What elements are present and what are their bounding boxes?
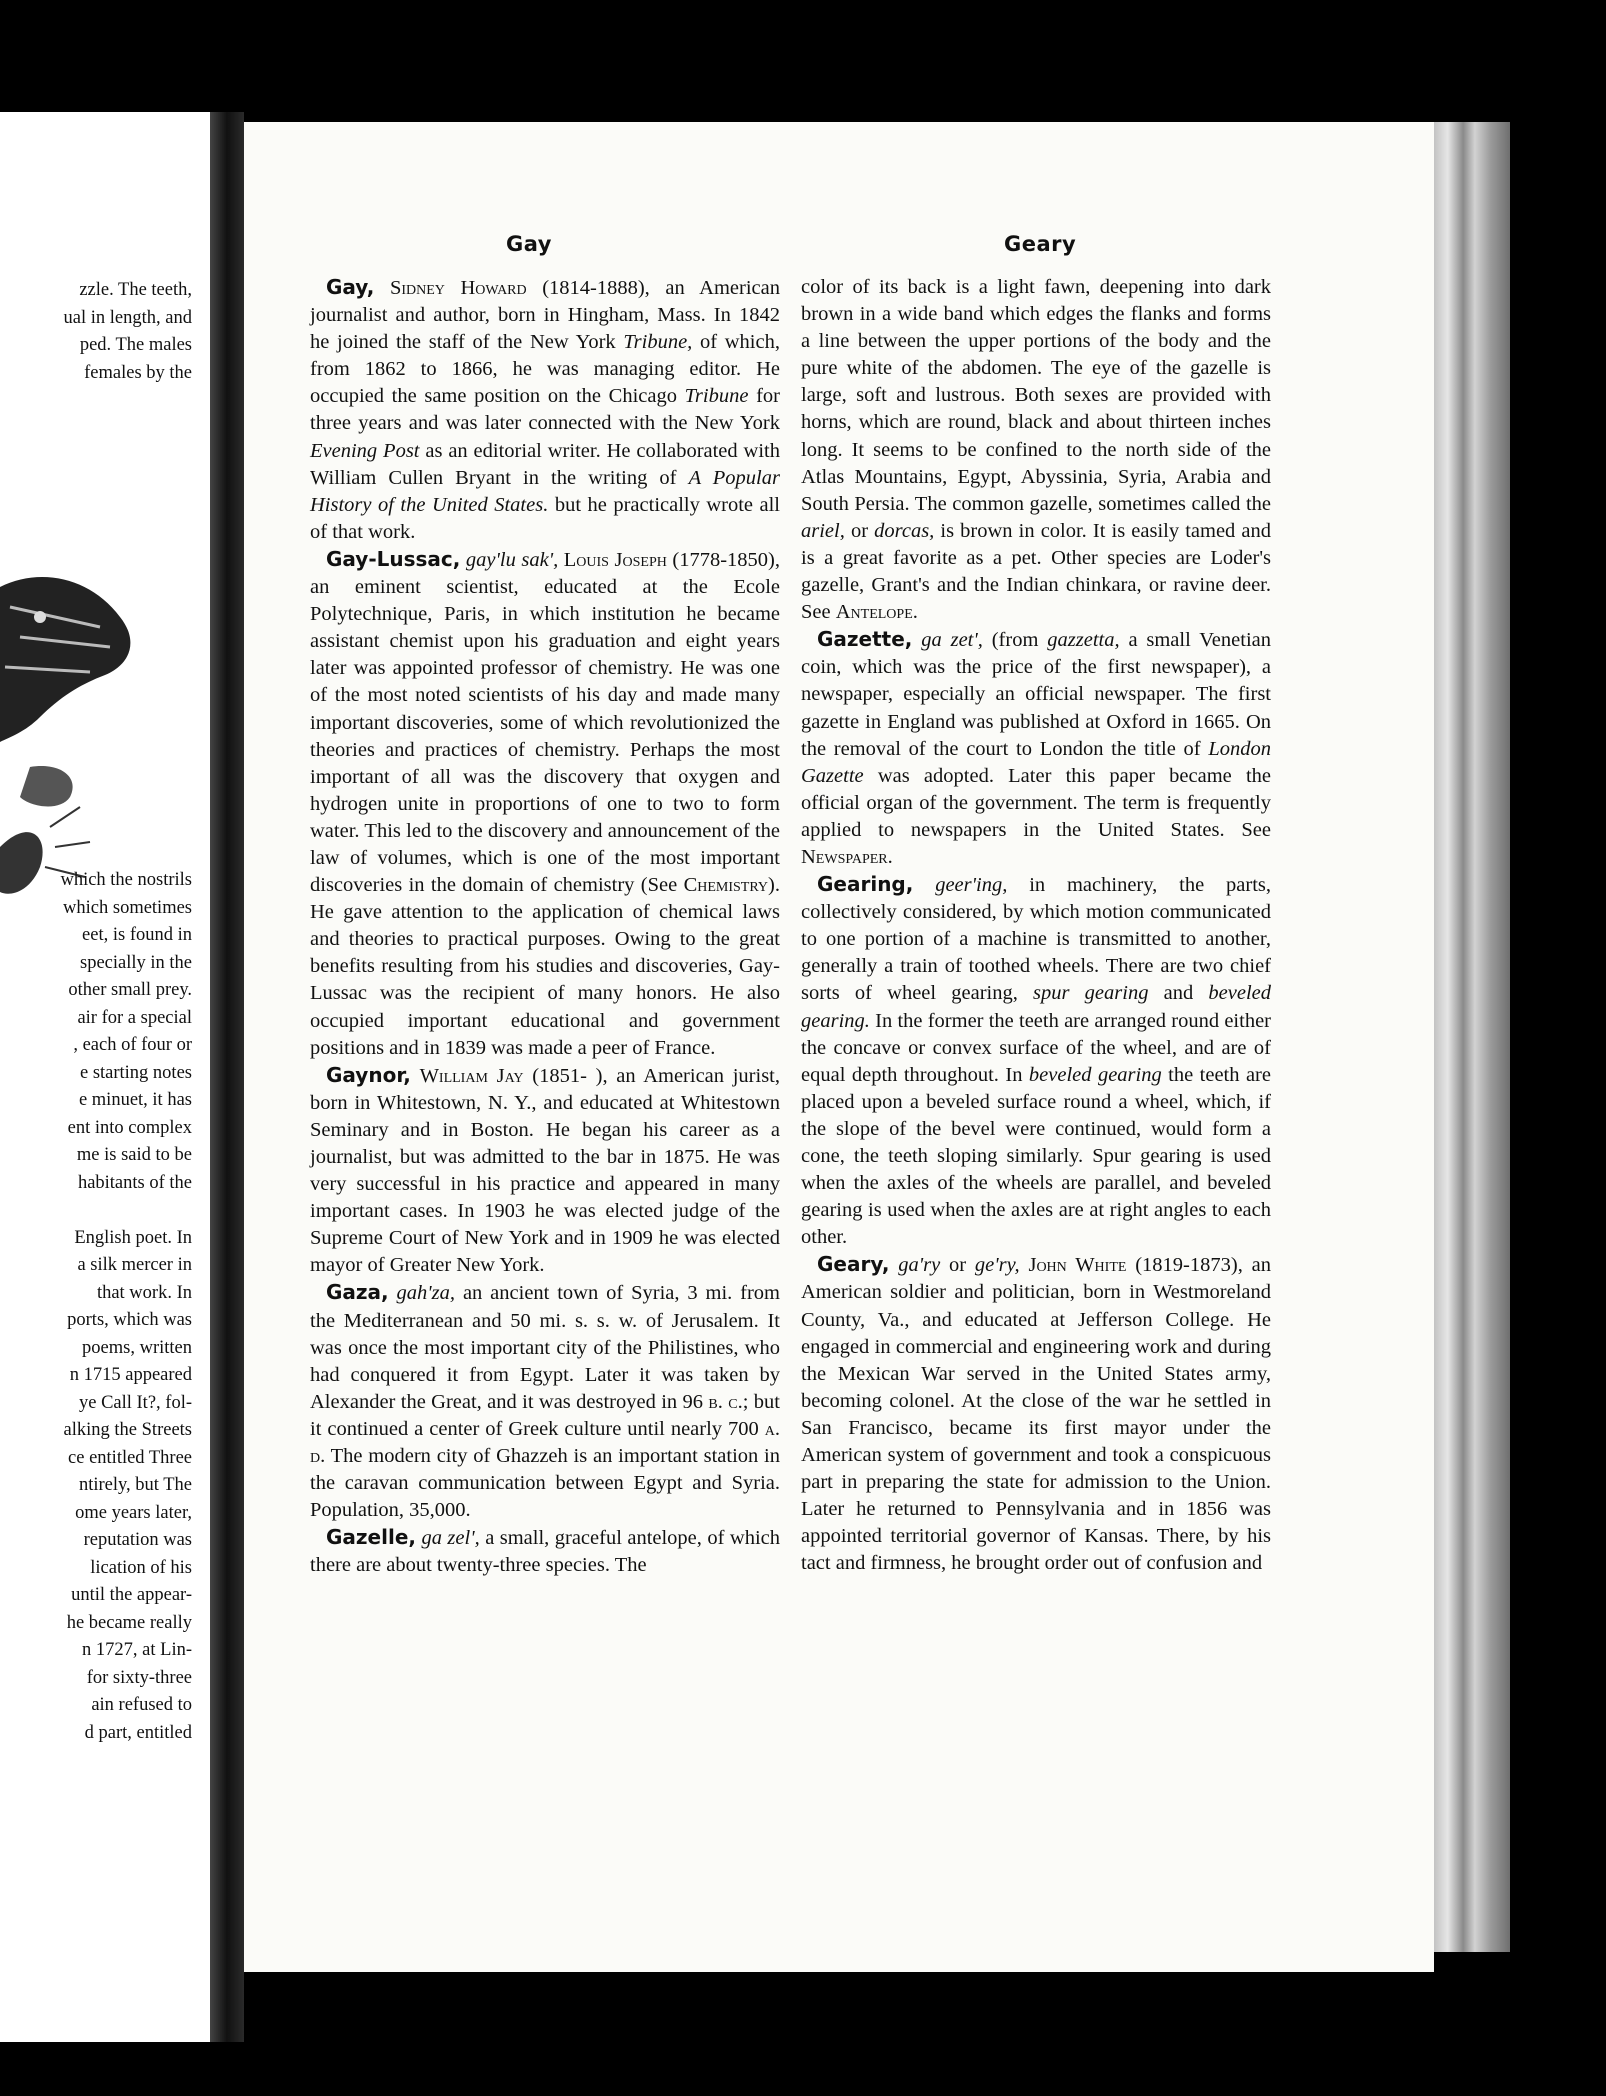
entry-text: (from — [991, 629, 1048, 652]
entry-gay-lussac — [310, 546, 780, 1062]
headword: Gearing, — [817, 872, 914, 897]
cross-reference: Newspaper — [801, 845, 888, 868]
left-page-line: ntirely, but The — [78, 1475, 192, 1495]
left-page-line: lication of his — [90, 1557, 192, 1578]
headword: Gazelle, — [326, 1525, 416, 1550]
left-page-line: alking the Streets — [63, 1420, 192, 1440]
page-edges — [1432, 122, 1510, 1952]
left-page-line: n 1715 appeared — [69, 1365, 192, 1385]
left-page-line: zzle. The teeth, — [79, 280, 192, 300]
left-page-line: habitants of the — [77, 1172, 192, 1193]
left-page-line: other small prey. — [68, 980, 192, 1000]
italic-title: London Gazette — [801, 737, 1271, 787]
headword: Gay-Lussac, — [326, 546, 461, 571]
left-page-line: a silk mercer in — [77, 1255, 192, 1275]
left-page-line: ped. The males — [79, 335, 192, 355]
headword: Gaza, — [326, 1280, 389, 1305]
entry-text: a small, graceful antelope, of which there are about twenty-three species. The — [310, 1527, 781, 1577]
left-page-line: for sixty-three — [86, 1667, 192, 1688]
headword: Gaynor, — [326, 1062, 411, 1087]
entry-gearing — [801, 871, 1271, 1251]
left-page-line: air for a special — [77, 1007, 192, 1028]
entry-text: . — [887, 845, 893, 868]
italic-term: ariel, — [801, 519, 845, 542]
entry-gaynor — [310, 1062, 780, 1280]
entry-gay — [310, 274, 780, 546]
pronunciation: ge'ry, — [974, 1254, 1020, 1277]
entry-text: the teeth are placed upon a beveled surface round a wheel, which, if the slope of the bevel were continued, would form a cone, the teeth sloping similarly. Spur gearing is used when the axles of the wheels are parallel, and beveled gearing is used when the axles are at right angles to each other. — [801, 1063, 1271, 1249]
left-page-line: ual in length, and — [63, 307, 192, 328]
entry-text: or — [844, 519, 875, 542]
pronunciation: gay'lu sak', — [465, 548, 559, 571]
italic-title: Tribune — [684, 385, 749, 408]
pronunciation: ga zel', — [421, 1527, 480, 1550]
left-page-line: until the appear- — [71, 1585, 192, 1605]
entry-text: and — [1148, 982, 1209, 1005]
book-gutter — [210, 112, 244, 2042]
left-page-line: ye Call It?, fol- — [78, 1392, 192, 1413]
person-name: John White — [1028, 1254, 1127, 1277]
entry-text: (1814-1888), an American journalist and author, born in Hingham, Mass. In 1842 he joined the staff of the New York — [310, 277, 780, 354]
left-page-line: ce entitled Three — [68, 1447, 192, 1468]
left-facing-page — [0, 112, 213, 2042]
entry-text: is brown in color. It is easily tamed and is a great favorite as a pet. Other species are Loder's gazelle, Grant's and the Indian chinkara, or ravine deer. See — [801, 519, 1271, 624]
headword: Gazette, — [817, 627, 913, 652]
left-page-line: ent into complex — [67, 1117, 192, 1138]
entry-text: ). He gave attention to the application of chemical laws and theories to practical purposes. Owing to the great benefits resulting from his studies and discoveries, Gay-Lussac was the recipient of many honors. He also occupied important educational and government positions and in 1839 was made a peer of France. — [310, 874, 780, 1059]
pronunciation: gah'za, — [396, 1282, 456, 1305]
left-column — [310, 274, 780, 1580]
entry-text: (1851- ), an American jurist, born in Whitestown, N. Y., and educated at Whitestown Seminary and in Boston. He began his career as a journalist, but was admitted to the bar in 1875. He was very successful in his practice and appeared in many important cases. In 1903 he was elected judge of the Supreme Court of New York and in 1909 he was elected mayor of Greater New York. — [310, 1064, 781, 1277]
left-page-line: he became really — [66, 1612, 192, 1633]
italic-term: gazzetta, — [1047, 629, 1120, 652]
entry-text: an ancient town of Syria, 3 mi. from the Mediterranean and 50 mi. s. s. w. of Jerusalem. It was once the most important city of the Philistines, who had conquered it from Egypt. Later it was taken by Alexander the Great, and it was destroyed in 96 — [310, 1282, 780, 1413]
entry-text: in machinery, the parts, collectively considered, by which motion communicated to one portion of a machine is transmitted to another, generally a train of toothed wheels. There are two chief sorts of wheel gearing, — [801, 874, 1271, 1005]
left-page-line: eet, is found in — [82, 925, 192, 945]
entry-text: of which, from 1862 to 1866, he was managing editor. He occupied the same position on the Chicago — [310, 331, 780, 408]
left-page-line: English poet. In — [74, 1227, 192, 1248]
entry-text: . — [912, 601, 918, 624]
right-column — [801, 274, 1271, 1578]
entry-text: a small Venetian coin, which was the price of the first newspaper), a newspaper, especially an official newspaper. The first gazette in England was published at Oxford in 1665. On the removal of the court to London the title of — [801, 629, 1271, 760]
entry-geary — [801, 1251, 1271, 1577]
running-head-left: Gay — [506, 232, 552, 256]
left-page-line: ain refused to — [91, 1695, 192, 1715]
entry-gazelle — [310, 1524, 780, 1579]
italic-term: dorcas, — [874, 519, 935, 542]
headword: Gay, — [326, 275, 375, 299]
entry-text: for three years and was later connected with the New York — [310, 385, 780, 435]
left-page-line: females by the — [84, 362, 192, 383]
entry-text: or — [940, 1254, 975, 1277]
entry-text: color of its back is a light fawn, deepening into dark brown in a wide band which edges the flanks and forms a line between the upper portions of the body and the pure white of the abdomen. The eye of the gazelle is large, soft and lustrous. Both sexes are provided with horns, which are round, black and about thirteen inches long. It seems to be confined to the north side of the Atlas Mountains, Egypt, Abyssinia, Syria, Arabia and South Persia. The common gazelle, sometimes called the — [801, 276, 1271, 515]
main-page — [244, 122, 1434, 1972]
left-page-line: me is said to be — [76, 1145, 192, 1165]
left-page-line: reputation was — [83, 1530, 192, 1550]
era-abbreviation: a. d. — [310, 1417, 780, 1468]
entry-text: as an editorial writer. He collaborated with William Cullen Bryant in the writing of — [310, 439, 780, 489]
entry-text: The modern city of Ghazzeh is an important station in the caravan communication between Egypt and Syria. Population, 35,000. — [310, 1445, 780, 1522]
left-page-line: specially in the — [80, 952, 192, 973]
left-page-line — [0, 1197, 192, 1225]
cross-reference: Antelope — [835, 601, 913, 624]
left-page-line: , each of four or — [73, 1035, 192, 1055]
left-page-top-text — [0, 277, 192, 387]
italic-title: Tribune, — [623, 331, 693, 354]
entry-text: (1778-1850), an eminent scientist, educated at the Ecole Polytechnique, Paris, in which institution he became assistant chemist upon his graduation and eight years later was appointed professor of chemistry. He was one of the most noted scientists of his day and made many important discoveries, some of which revolutionized the theories and practices of chemistry. Perhaps the most important of all was the discovery that oxygen and hydrogen unite in proportions of one to two to form water. This led to the discovery and announcement of the law of volumes, which is one of the most important discoveries in the domain of chemistry (See — [310, 548, 780, 897]
entry-gazette — [801, 626, 1271, 871]
entry-text: ; but it continued a center of Greek culture until nearly 700 — [310, 1390, 780, 1440]
era-abbreviation: b. c. — [708, 1390, 743, 1413]
italic-term: spur gearing — [1033, 982, 1149, 1005]
crocodile-illustration — [0, 547, 150, 907]
italic-title: Evening Post — [310, 439, 420, 462]
pronunciation: ga zet', — [921, 629, 983, 652]
left-page-line: n 1727, at Lin- — [82, 1640, 192, 1660]
headword: Geary, — [817, 1252, 890, 1277]
person-name: Louis Joseph — [563, 548, 667, 571]
left-page-line: which the nostrils — [60, 870, 192, 890]
left-page-line: d part, entitled — [84, 1722, 192, 1743]
entry-text: (1819-1873), an American soldier and politician, born in Westmoreland County, Va., and educated at Jefferson College. He engaged in commercial and engineering work and during the Mexican War served in the United States army, becoming colonel. At the close of the war he settled in San Francisco, became its first mayor under the American system of government and took a conspicuous part in preparing the state for admission to the Union. Later he returned to Pennsylvania and in 1856 was appointed territorial governor of Kansas. There, by his tact and firmness, he brought order out of confusion and — [801, 1254, 1271, 1575]
entry-text: In the former the teeth are arranged round either the concave or convex surface of the wheel, and are of equal depth throughout. In — [801, 1009, 1271, 1086]
person-name: Sidney Howard — [389, 277, 527, 299]
italic-term: beveled gearing — [1028, 1063, 1162, 1086]
left-page-line: e starting notes — [79, 1062, 192, 1083]
italic-title: A Popular History of the United States. — [310, 466, 780, 516]
entry-gaza — [310, 1279, 780, 1524]
pronunciation: ga'ry — [898, 1254, 941, 1277]
left-page-line: ports, which was — [67, 1310, 192, 1330]
left-page-line: poems, written — [82, 1337, 192, 1358]
entry-gazelle-continued — [801, 274, 1271, 626]
left-page-line: ome years later, — [75, 1502, 192, 1523]
left-page-line: that work. In — [96, 1282, 192, 1303]
left-page-line: which sometimes — [63, 897, 192, 918]
left-page-line: e minuet, it has — [78, 1090, 192, 1110]
cross-reference: Chemistry — [683, 874, 769, 897]
running-head-right: Geary — [1004, 232, 1077, 256]
entry-text: but he practically wrote all of that work. — [310, 493, 780, 543]
italic-term: beveled gearing. — [801, 982, 1271, 1032]
entry-text: was adopted. Later this paper became the official organ of the government. The term is frequently applied to newspapers in the United States. See — [801, 764, 1271, 841]
person-name: William Jay — [419, 1064, 524, 1087]
left-page-body-text — [0, 867, 192, 1747]
pronunciation: geer'ing, — [935, 874, 1008, 897]
